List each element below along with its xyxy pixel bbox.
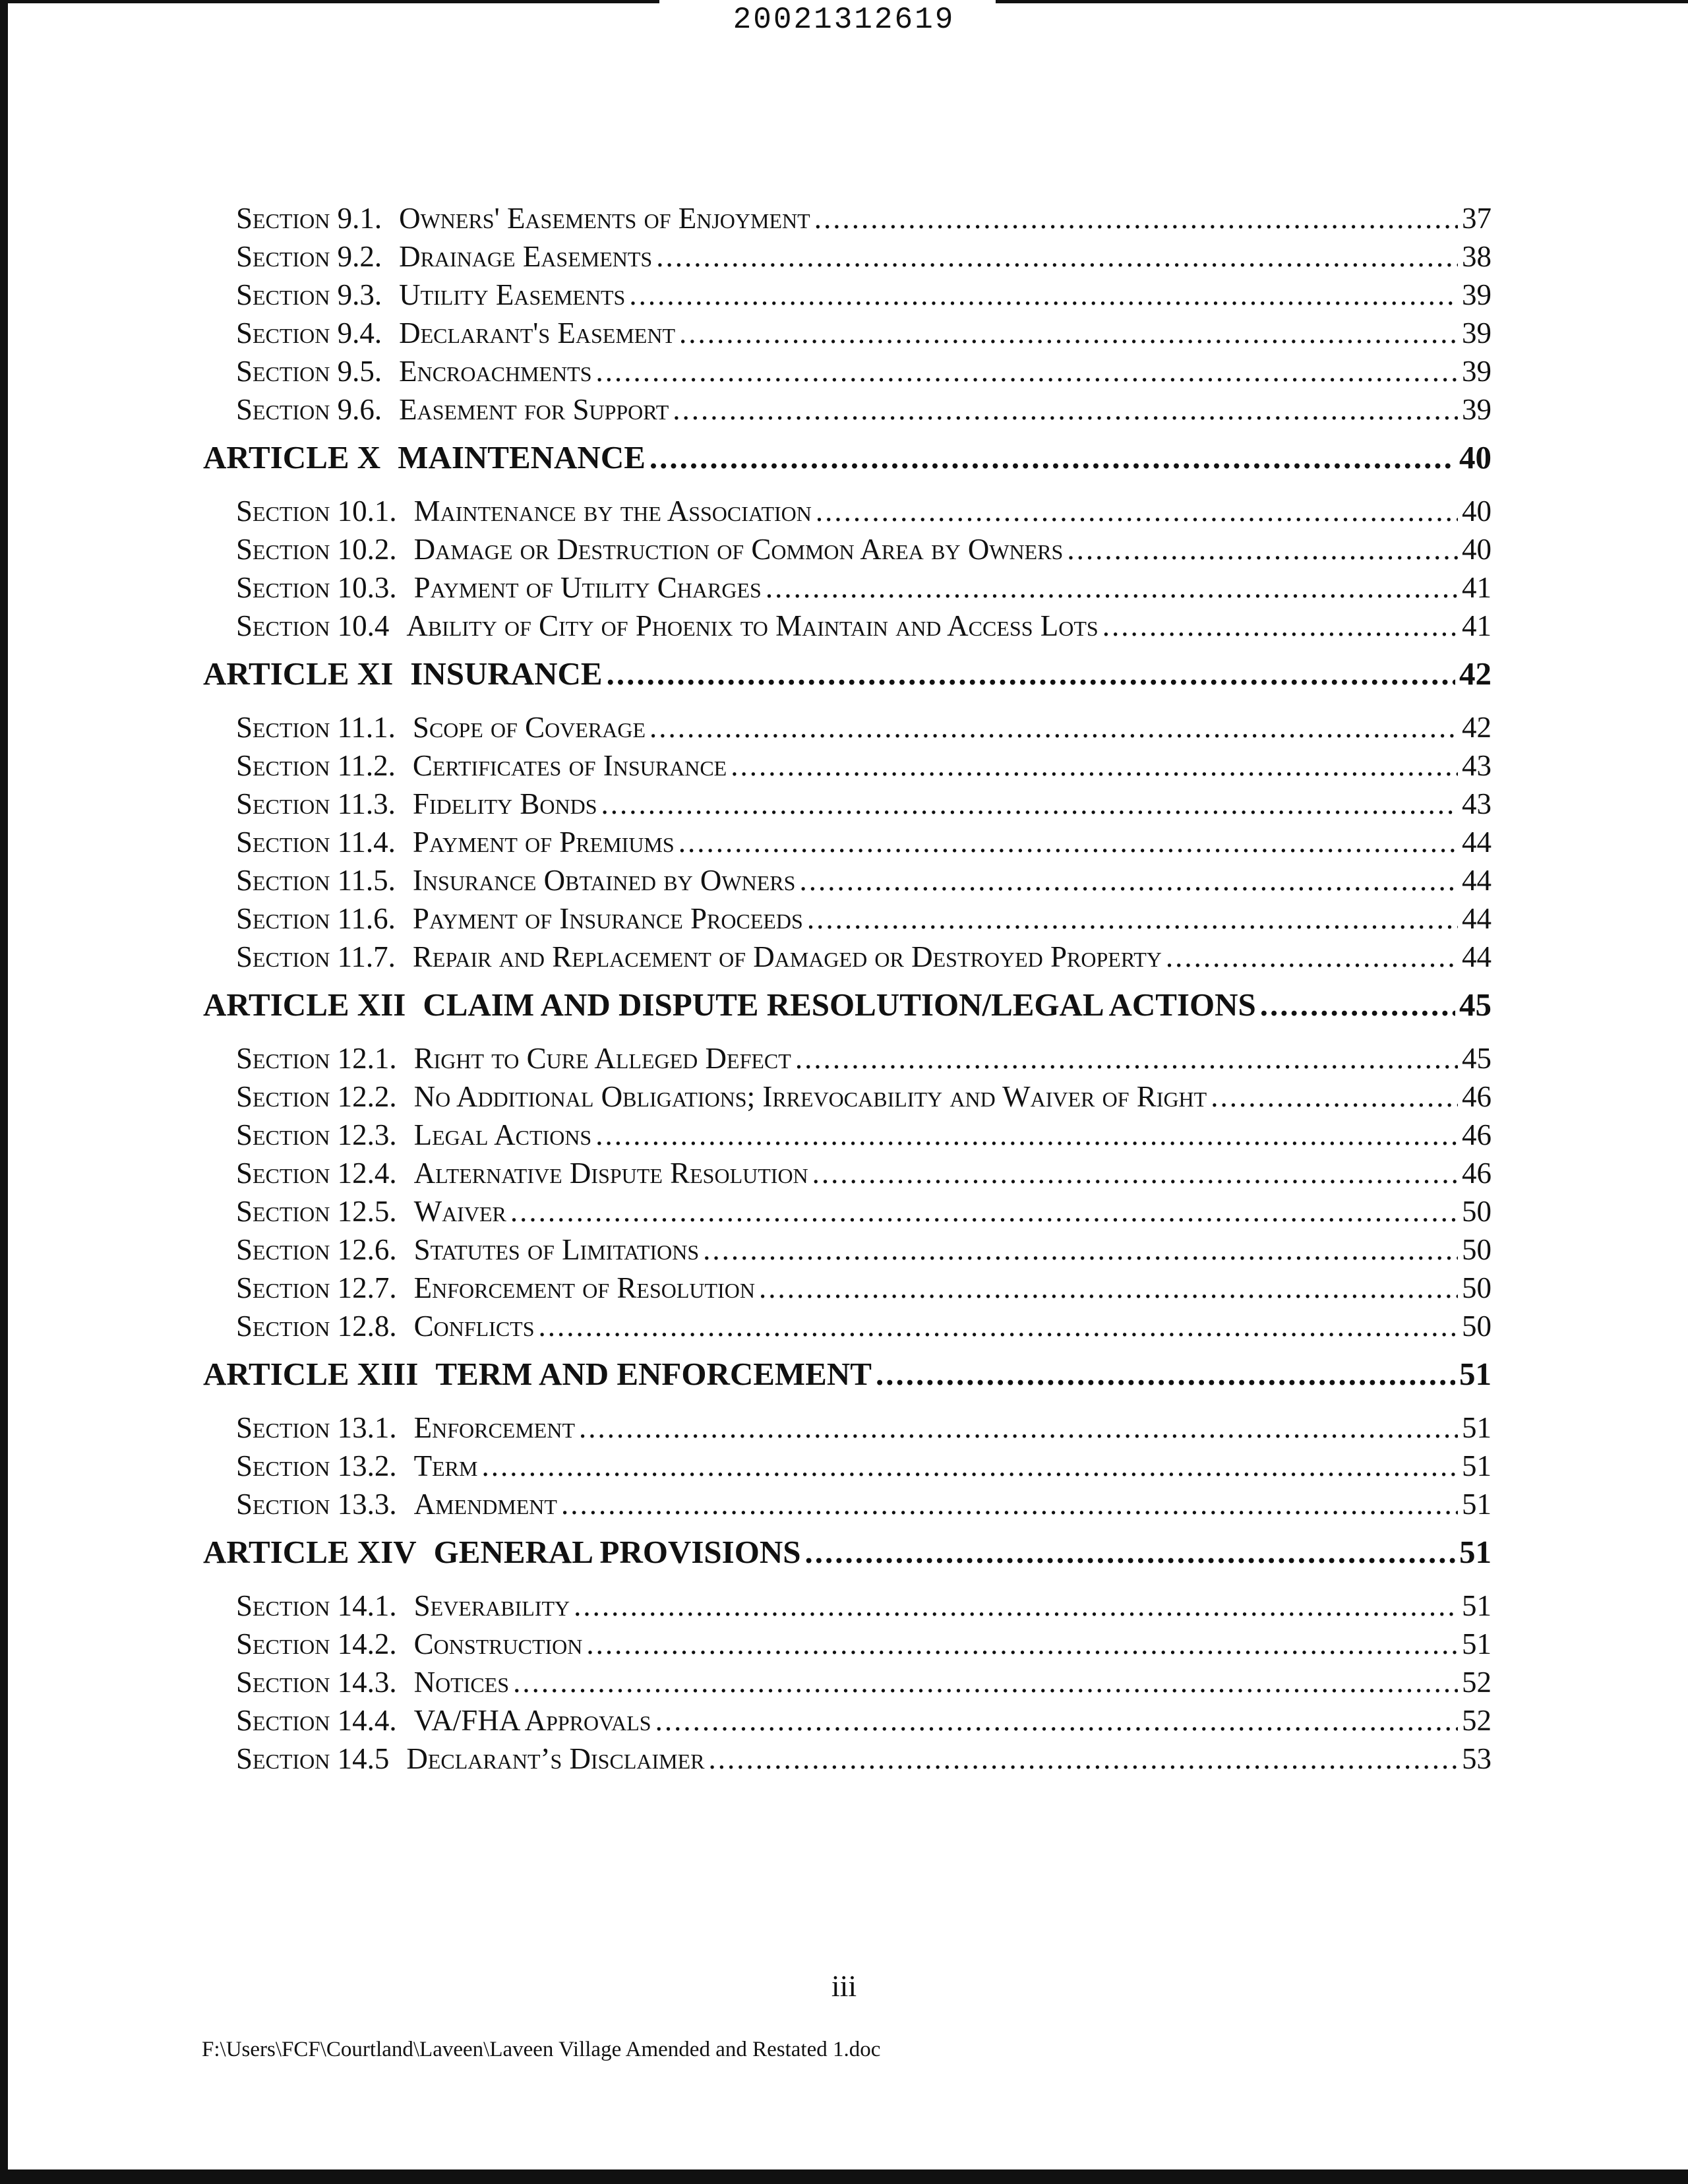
section-title: Ability of City of Phoenix to Maintain and Access Lots [406, 609, 1099, 642]
scan-border-left [0, 0, 8, 2184]
dot-leader [595, 1116, 1458, 1154]
toc-section-entry [236, 314, 1492, 352]
section-page-number: 52 [1462, 1666, 1492, 1699]
dot-leader [673, 390, 1458, 429]
section-page-number: 46 [1462, 1157, 1492, 1190]
scan-border-bottom [0, 2169, 1688, 2184]
toc-section-entry [236, 1485, 1492, 1523]
section-number: Section 9.1. [236, 202, 382, 235]
section-number: Section 9.5. [236, 355, 382, 388]
section-page-number: 40 [1462, 495, 1492, 528]
section-number: Section 13.3. [236, 1488, 397, 1521]
toc-section-entry [236, 1230, 1492, 1269]
article-page-number: 45 [1459, 986, 1492, 1023]
section-title: Enforcement [413, 1411, 575, 1444]
section-title: Statutes of Limitations [413, 1233, 700, 1266]
toc-section-entry [236, 1039, 1492, 1077]
dot-leader [816, 492, 1458, 530]
article-title: INSURANCE [410, 655, 603, 692]
article-number: ARTICLE XIII [203, 1356, 419, 1392]
section-title: Damage or Destruction of Common Area by Owners [413, 533, 1064, 566]
toc-section-entry [236, 1269, 1492, 1307]
section-title: Owners' Easements of Enjoyment [399, 202, 810, 235]
section-number: Section 14.2. [236, 1627, 397, 1660]
toc-section-entry [236, 1663, 1492, 1701]
article-title: GENERAL PROVISIONS [433, 1534, 801, 1570]
dot-leader [601, 785, 1458, 823]
article-page-number: 51 [1459, 1356, 1492, 1392]
toc-section-entry [236, 276, 1492, 314]
section-page-number: 51 [1462, 1589, 1492, 1622]
article-page-number: 51 [1459, 1534, 1492, 1570]
section-page-number: 40 [1462, 533, 1492, 566]
toc-article-entry [203, 654, 1492, 694]
document-id: 20021312619 [733, 3, 955, 37]
toc-section-entry [236, 823, 1492, 861]
section-title: Enforcement of Resolution [413, 1271, 755, 1304]
section-page-number: 50 [1462, 1233, 1492, 1266]
toc-section-entry [236, 1447, 1492, 1485]
dot-leader [804, 1532, 1455, 1572]
table-of-contents [203, 199, 1492, 1778]
section-page-number: 51 [1462, 1411, 1492, 1444]
toc-section-entry [236, 1625, 1492, 1663]
section-number: Section 9.2. [236, 240, 382, 273]
section-page-number: 51 [1462, 1449, 1492, 1482]
toc-section-entry [236, 1154, 1492, 1192]
dot-leader [766, 568, 1458, 607]
dot-leader [513, 1663, 1458, 1701]
section-page-number: 44 [1462, 826, 1492, 859]
dot-leader [596, 352, 1458, 390]
section-title: Payment of Insurance Proceeds [412, 902, 803, 935]
dot-leader [649, 708, 1458, 746]
toc-section-entry [236, 492, 1492, 530]
dot-leader [1102, 607, 1458, 645]
section-title: Payment of Utility Charges [413, 571, 762, 604]
dot-leader [539, 1307, 1458, 1345]
section-number: Section 12.2. [236, 1080, 397, 1113]
section-number: Section 10.1. [236, 495, 397, 528]
article-title: MAINTENANCE [398, 439, 646, 475]
toc-section-entry [236, 746, 1492, 785]
section-page-number: 51 [1462, 1488, 1492, 1521]
section-page-number: 44 [1462, 864, 1492, 897]
toc-section-entry [236, 1192, 1492, 1230]
dot-leader [656, 237, 1458, 276]
dot-leader [510, 1192, 1458, 1230]
toc-section-entry [236, 1307, 1492, 1345]
article-number: ARTICLE XI [203, 655, 394, 692]
section-page-number: 50 [1462, 1310, 1492, 1343]
section-number: Section 11.7. [236, 940, 396, 973]
section-title: Fidelity Bonds [412, 787, 597, 820]
section-number: Section 11.1. [236, 711, 396, 744]
dot-leader [679, 314, 1458, 352]
dot-leader [708, 1740, 1458, 1778]
dot-leader [649, 438, 1455, 477]
section-title: Construction [413, 1627, 583, 1660]
section-number: Section 12.6. [236, 1233, 397, 1266]
section-title: Insurance Obtained by Owners [412, 864, 796, 897]
toc-section-entry [236, 899, 1492, 938]
section-number: Section 10.4 [236, 609, 390, 642]
toc-section-entry [236, 1116, 1492, 1154]
section-page-number: 37 [1462, 202, 1492, 235]
page-number: iii [831, 1969, 857, 2003]
dot-leader [759, 1269, 1458, 1307]
section-title: Notices [413, 1666, 510, 1699]
dot-leader [579, 1409, 1458, 1447]
section-page-number: 43 [1462, 787, 1492, 820]
section-page-number: 52 [1462, 1704, 1492, 1737]
section-title: Amendment [413, 1488, 557, 1521]
section-number: Section 12.3. [236, 1118, 397, 1151]
section-number: Section 9.6. [236, 393, 382, 426]
section-title: Conflicts [413, 1310, 535, 1343]
toc-section-entry [236, 237, 1492, 276]
section-title: Utility Easements [399, 278, 626, 311]
section-page-number: 45 [1462, 1042, 1492, 1075]
dot-leader [607, 654, 1455, 694]
section-number: Section 13.1. [236, 1411, 397, 1444]
toc-section-entry [236, 1587, 1492, 1625]
section-page-number: 39 [1462, 317, 1492, 349]
article-title: TERM AND ENFORCEMENT [435, 1356, 872, 1392]
dot-leader [1260, 985, 1455, 1025]
section-page-number: 39 [1462, 278, 1492, 311]
toc-section-entry [236, 390, 1492, 429]
article-number: ARTICLE X [203, 439, 381, 475]
toc-section-entry [236, 785, 1492, 823]
section-number: Section 10.2. [236, 533, 397, 566]
section-number: Section 9.4. [236, 317, 382, 349]
section-page-number: 39 [1462, 355, 1492, 388]
section-page-number: 50 [1462, 1271, 1492, 1304]
dot-leader [703, 1230, 1458, 1269]
toc-section-entry [236, 938, 1492, 976]
section-title: Maintenance by the Association [413, 495, 812, 528]
section-number: Section 12.8. [236, 1310, 397, 1343]
toc-section-entry [236, 708, 1492, 746]
section-page-number: 53 [1462, 1742, 1492, 1775]
section-title: Term [413, 1449, 478, 1482]
section-page-number: 41 [1462, 571, 1492, 604]
section-title: Declarant's Easement [399, 317, 675, 349]
section-title: Alternative Dispute Resolution [413, 1157, 808, 1190]
article-page-number: 42 [1459, 655, 1492, 692]
section-page-number: 38 [1462, 240, 1492, 273]
section-number: Section 14.3. [236, 1666, 397, 1699]
section-number: Section 11.3. [236, 787, 396, 820]
dot-leader [629, 276, 1458, 314]
toc-section-entry [236, 1740, 1492, 1778]
section-title: Declarant’s Disclaimer [406, 1742, 705, 1775]
dot-leader [731, 746, 1458, 785]
dot-leader [876, 1354, 1455, 1394]
dot-leader [799, 861, 1458, 899]
section-number: Section 14.4. [236, 1704, 397, 1737]
section-number: Section 11.4. [236, 826, 396, 859]
section-title: No Additional Obligations; Irrevocability and Waiver of Right [413, 1080, 1207, 1113]
section-number: Section 12.4. [236, 1157, 397, 1190]
section-title: Right to Cure Alleged Defect [413, 1042, 791, 1075]
section-title: Encroachments [399, 355, 592, 388]
section-title: VA/FHA Approvals [413, 1704, 651, 1737]
toc-section-entry [236, 607, 1492, 645]
article-title: CLAIM AND DISPUTE RESOLUTION/LEGAL ACTIONS [423, 986, 1256, 1023]
dot-leader [481, 1447, 1458, 1485]
dot-leader [655, 1701, 1458, 1740]
section-title: Severability [413, 1589, 570, 1622]
dot-leader [807, 899, 1458, 938]
section-page-number: 50 [1462, 1195, 1492, 1228]
section-number: Section 11.6. [236, 902, 396, 935]
article-number: ARTICLE XIV [203, 1534, 417, 1570]
section-page-number: 39 [1462, 393, 1492, 426]
section-number: Section 14.1. [236, 1589, 397, 1622]
toc-section-entry [236, 530, 1492, 568]
section-title: Legal Actions [413, 1118, 592, 1151]
section-page-number: 46 [1462, 1118, 1492, 1151]
section-number: Section 10.3. [236, 571, 397, 604]
toc-section-entry [236, 1701, 1492, 1740]
section-title: Payment of Premiums [412, 826, 675, 859]
toc-article-entry [203, 1354, 1492, 1394]
section-page-number: 44 [1462, 902, 1492, 935]
section-page-number: 42 [1462, 711, 1492, 744]
dot-leader [586, 1625, 1458, 1663]
dot-leader [1211, 1077, 1458, 1116]
dot-leader [574, 1587, 1458, 1625]
section-number: Section 11.5. [236, 864, 396, 897]
toc-section-entry [236, 199, 1492, 237]
section-page-number: 51 [1462, 1627, 1492, 1660]
toc-section-entry [236, 1077, 1492, 1116]
dot-leader [795, 1039, 1458, 1077]
section-number: Section 9.3. [236, 278, 382, 311]
section-number: Section 12.5. [236, 1195, 397, 1228]
section-title: Certificates of Insurance [412, 749, 727, 782]
toc-section-entry [236, 352, 1492, 390]
toc-article-entry [203, 438, 1492, 477]
section-title: Scope of Coverage [412, 711, 646, 744]
section-page-number: 41 [1462, 609, 1492, 642]
section-number: Section 13.2. [236, 1449, 397, 1482]
section-number: Section 11.2. [236, 749, 396, 782]
section-number: Section 12.1. [236, 1042, 397, 1075]
dot-leader [1067, 530, 1458, 568]
dot-leader [1166, 938, 1458, 976]
dot-leader [678, 823, 1458, 861]
toc-section-entry [236, 1409, 1492, 1447]
file-path: F:\Users\FCF\Courtland\Laveen\Laveen Village Amended and Restated 1.doc [202, 2038, 881, 2061]
section-page-number: 43 [1462, 749, 1492, 782]
section-title: Repair and Replacement of Damaged or Destroyed Property [412, 940, 1162, 973]
dot-leader [814, 199, 1458, 237]
toc-article-entry [203, 985, 1492, 1025]
toc-article-entry [203, 1532, 1492, 1572]
section-page-number: 44 [1462, 940, 1492, 973]
section-title: Easement for Support [399, 393, 669, 426]
section-number: Section 12.7. [236, 1271, 397, 1304]
toc-section-entry [236, 861, 1492, 899]
section-title: Drainage Easements [399, 240, 653, 273]
article-number: ARTICLE XII [203, 986, 406, 1023]
section-number: Section 14.5 [236, 1742, 390, 1775]
dot-leader [561, 1485, 1458, 1523]
article-page-number: 40 [1459, 439, 1492, 475]
section-page-number: 46 [1462, 1080, 1492, 1113]
section-title: Waiver [413, 1195, 506, 1228]
dot-leader [812, 1154, 1458, 1192]
toc-section-entry [236, 568, 1492, 607]
